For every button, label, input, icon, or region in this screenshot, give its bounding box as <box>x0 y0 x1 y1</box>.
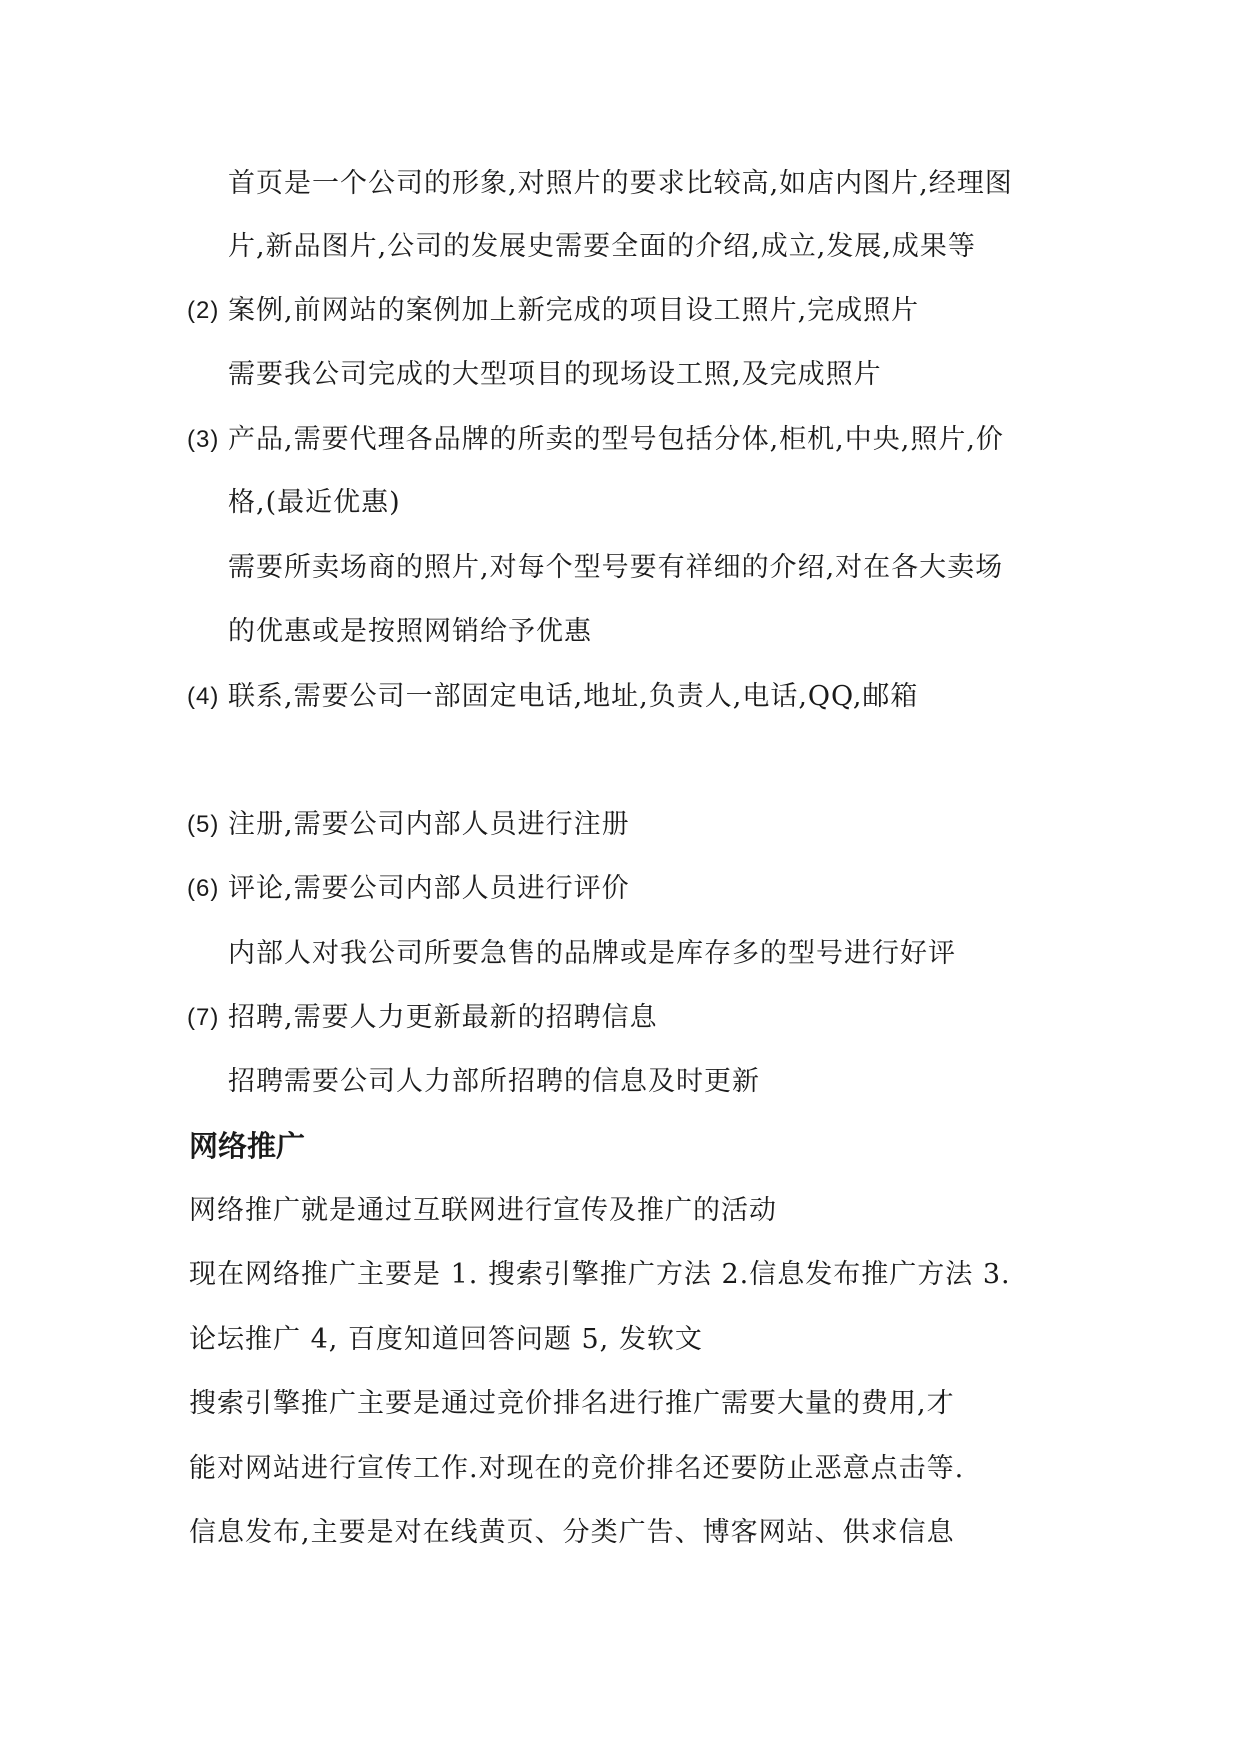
list-item-continuation-text: 格,(最近优惠) <box>228 487 401 518</box>
home-desc-line-2: 片,新品图片,公司的发展史需要全面的介绍,成立,发展,成果等 <box>228 231 976 262</box>
list-item-number: (3) <box>187 426 220 453</box>
list-item-text: 评论,需要公司内部人员进行评价 <box>228 873 630 904</box>
list-item-number: (7) <box>187 1004 220 1031</box>
list-item-text: 案例,前网站的案例加上新完成的项目设工照片,完成照片 <box>228 295 920 326</box>
list-item-text: 联系,需要公司一部固定电话,地址,负责人,电话,QQ,邮箱 <box>228 681 919 712</box>
list-item-number: (4) <box>187 683 220 710</box>
promo-paragraph-line: 现在网络推广主要是 1. 搜索引擎推广方法 2.信息发布推广方法 3. <box>189 1259 1011 1290</box>
section-heading: 网络推广 <box>189 1129 306 1163</box>
promo-paragraph-line: 能对网站进行宣传工作.对现在的竞价排名还要防止恶意点击等. <box>189 1453 965 1484</box>
list-item-text: 产品,需要代理各品牌的所卖的型号包括分体,柜机,中央,照片,价 <box>228 424 1004 455</box>
promo-paragraph-line: 论坛推广 4, 百度知道回答问题 5, 发软文 <box>189 1324 703 1355</box>
list-item-text: 招聘,需要人力更新最新的招聘信息 <box>228 1002 658 1033</box>
list-item-subtext-line: 招聘需要公司人力部所招聘的信息及时更新 <box>228 1066 760 1097</box>
list-item-number: (6) <box>187 875 220 902</box>
promo-paragraph-line: 信息发布,主要是对在线黄页、分类广告、博客网站、供求信息 <box>189 1517 955 1548</box>
home-desc-line-1: 首页是一个公司的形象,对照片的要求比较高,如店内图片,经理图 <box>228 168 1013 199</box>
list-item-subtext-line: 需要我公司完成的大型项目的现场设工照,及完成照片 <box>228 359 882 390</box>
promo-paragraph-line: 搜索引擎推广主要是通过竞价排名进行推广需要大量的费用,才 <box>189 1388 955 1419</box>
list-item-number: (5) <box>187 811 220 838</box>
list-item-subtext-line: 的优惠或是按照网销给予优惠 <box>228 616 592 647</box>
promo-paragraph-line: 网络推广就是通过互联网进行宣传及推广的活动 <box>189 1195 777 1226</box>
list-item-subtext-line: 需要所卖场商的照片,对每个型号要有祥细的介绍,对在各大卖场 <box>228 552 1004 583</box>
list-item-number: (2) <box>187 297 220 324</box>
list-item-subtext-line: 内部人对我公司所要急售的品牌或是库存多的型号进行好评 <box>228 938 956 969</box>
list-item-text: 注册,需要公司内部人员进行注册 <box>228 809 630 840</box>
